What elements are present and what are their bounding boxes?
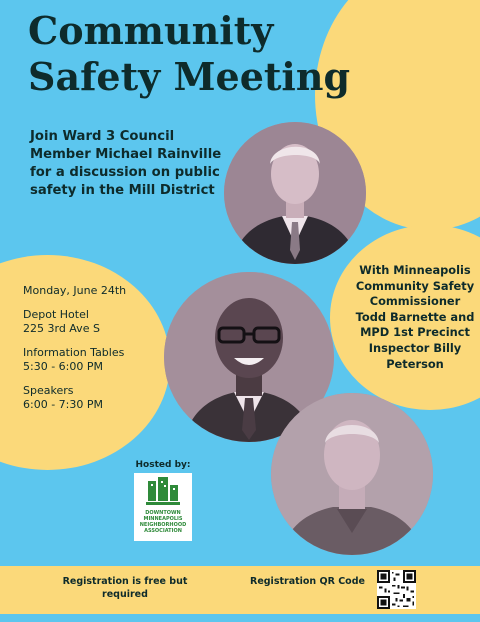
dmna-logo-icon — [134, 473, 192, 509]
speakers-label: Speakers — [23, 383, 74, 397]
info-tables-label: Information Tables — [23, 345, 125, 359]
qr-code-label: Registration QR Code — [250, 576, 365, 587]
event-details — [23, 284, 183, 422]
logo-line-1: DOWNTOWN — [145, 510, 181, 516]
venue-address: 225 3rd Ave S — [23, 322, 100, 335]
venue-name: Depot Hotel — [23, 307, 89, 321]
intro-text: Join Ward 3 Council Member Michael Rainville for a discussion on public safety in the Mill District — [30, 129, 222, 198]
speakers — [23, 384, 183, 413]
qr-code-icon[interactable] — [377, 570, 416, 609]
logo-line-4: ASSOCIATION — [144, 528, 182, 534]
info-tables — [23, 346, 183, 375]
speakers-time: 6:00 - 7:30 PM — [23, 398, 103, 411]
guests-text: With Minneapolis Community Safety Commissioner Todd Barnette and MPD 1st Precinct Inspector Billy Peterson — [355, 263, 475, 371]
title-line-2: Safety Meeting — [28, 54, 351, 99]
info-tables-time: 5:30 - 6:00 PM — [23, 360, 103, 373]
photo-council-member — [224, 122, 366, 264]
event-venue — [23, 308, 183, 337]
dmna-logo-text — [134, 510, 192, 534]
dmna-logo — [134, 473, 192, 541]
event-date: Monday, June 24th — [23, 284, 127, 297]
hosted-by-label: Hosted by: — [135, 460, 191, 470]
logo-line-3: NEIGHBORHOOD — [139, 522, 187, 528]
title-line-1: Community — [28, 8, 274, 53]
registration-text: Registration is free but required — [62, 576, 188, 600]
registration-footer — [0, 566, 480, 614]
page-title — [28, 8, 350, 100]
photo-inspector — [271, 393, 433, 555]
logo-line-2: MINNEAPOLIS — [143, 516, 183, 522]
